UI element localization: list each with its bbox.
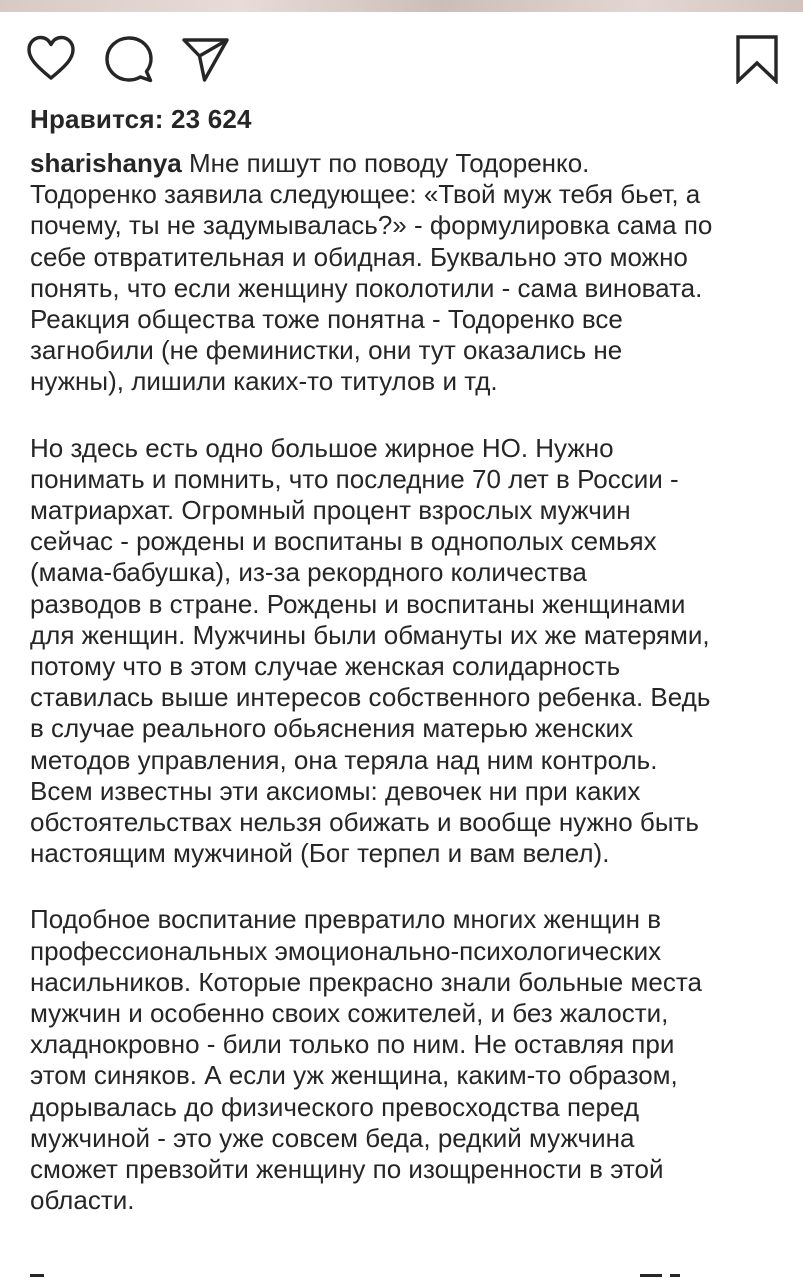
caption-line: (мама-бабушка), из-за рекордного количества (30, 557, 587, 588)
caption-line: Реакция общества тоже понятна - Тодоренко все (30, 304, 623, 335)
caption-line: дорывалась до физического превосходства перед (30, 1091, 640, 1122)
post-photo-bottom-edge (0, 0, 803, 12)
caption-line: настоящим мужчиной (Бог терпел и вам велел). (30, 838, 610, 869)
caption-line: мужчин и особенно своих сожителей, и без жалости, (30, 998, 669, 1029)
caption-line: загнобили (не феминистки, они тут оказались не (30, 335, 623, 366)
caption-line: насильников. Которые прекрасно знали больные места (30, 966, 702, 997)
comment-bubble-icon[interactable] (104, 34, 154, 84)
caption-line: для женщин. Мужчины были обмануты их же матерями, (30, 619, 710, 650)
bookmark-icon[interactable] (732, 34, 782, 84)
paper-plane-icon[interactable] (180, 34, 230, 84)
caption-line: сейчас - рождены и воспитаны в однополых семьях (30, 526, 657, 557)
caption-line: почему, ты не задумывалась?» - формулировка сама по (30, 210, 713, 241)
likes-count[interactable]: Нравится: 23 624 (30, 104, 252, 134)
heart-icon[interactable] (26, 34, 76, 84)
caption-line: области. (30, 1185, 135, 1216)
caption-line: Всем известны эти аксиомы: девочек ни при каких (30, 775, 641, 806)
caption-line: в случае реального обьяснения матерью женских (30, 713, 634, 744)
caption-line: этом синяков. А если уж женщина, каким-то образом, (30, 1060, 678, 1091)
caption-line: мужчиной - это уже совсем беда, редкий мужчина (30, 1122, 635, 1153)
caption-line: Но здесь есть одно большое жирное НО. Нужно (30, 432, 614, 463)
caption-line: потому что в этом случае женская солидарность (30, 651, 621, 682)
caption-line: хладнокровно - били только по ним. Не оставляя при (30, 1029, 675, 1060)
caption-line: понять, что если женщину поколотили - сама виновата. (30, 272, 703, 303)
paragraph-gap (30, 869, 782, 900)
caption-line: Тодоренко заявила следующее: «Твой муж тебя бьет, а (30, 179, 701, 210)
caption-line: профессиональных эмоционально-психологических (30, 935, 662, 966)
caption-username[interactable]: sharishanya (30, 148, 182, 178)
paragraph-gap (30, 398, 782, 429)
caption-line: методов управления, она теряла над ним контроль. (30, 744, 658, 775)
caption-line: нужны), лишили каких-то титулов и тд. (30, 366, 498, 397)
next-line-cut-off (30, 1274, 790, 1280)
caption-line: понимать и помнить, что последние 70 лет в России - (30, 463, 679, 494)
caption-line: сможет превзойти женщину по изощренности в этой (30, 1154, 664, 1185)
caption-line: матриархат. Огромный процент взрослых мужчин (30, 495, 631, 526)
post-caption (30, 148, 782, 1217)
caption-line: Подобное воспитание превратило многих женщин в (30, 904, 662, 935)
caption-line: ставилась выше интересов собственного ребенка. Ведь (30, 682, 711, 713)
caption-line (30, 148, 782, 179)
caption-line: себе отвратительная и обидная. Буквально это можно (30, 241, 688, 272)
caption-text: Мне пишут по поводу Тодоренко. (181, 148, 590, 178)
post-action-bar (0, 30, 803, 90)
caption-line: обстоятельствах нельзя обижать и вообще нужно быть (30, 807, 699, 838)
caption-line: разводов в стране. Рождены и воспитаны женщинами (30, 588, 686, 619)
